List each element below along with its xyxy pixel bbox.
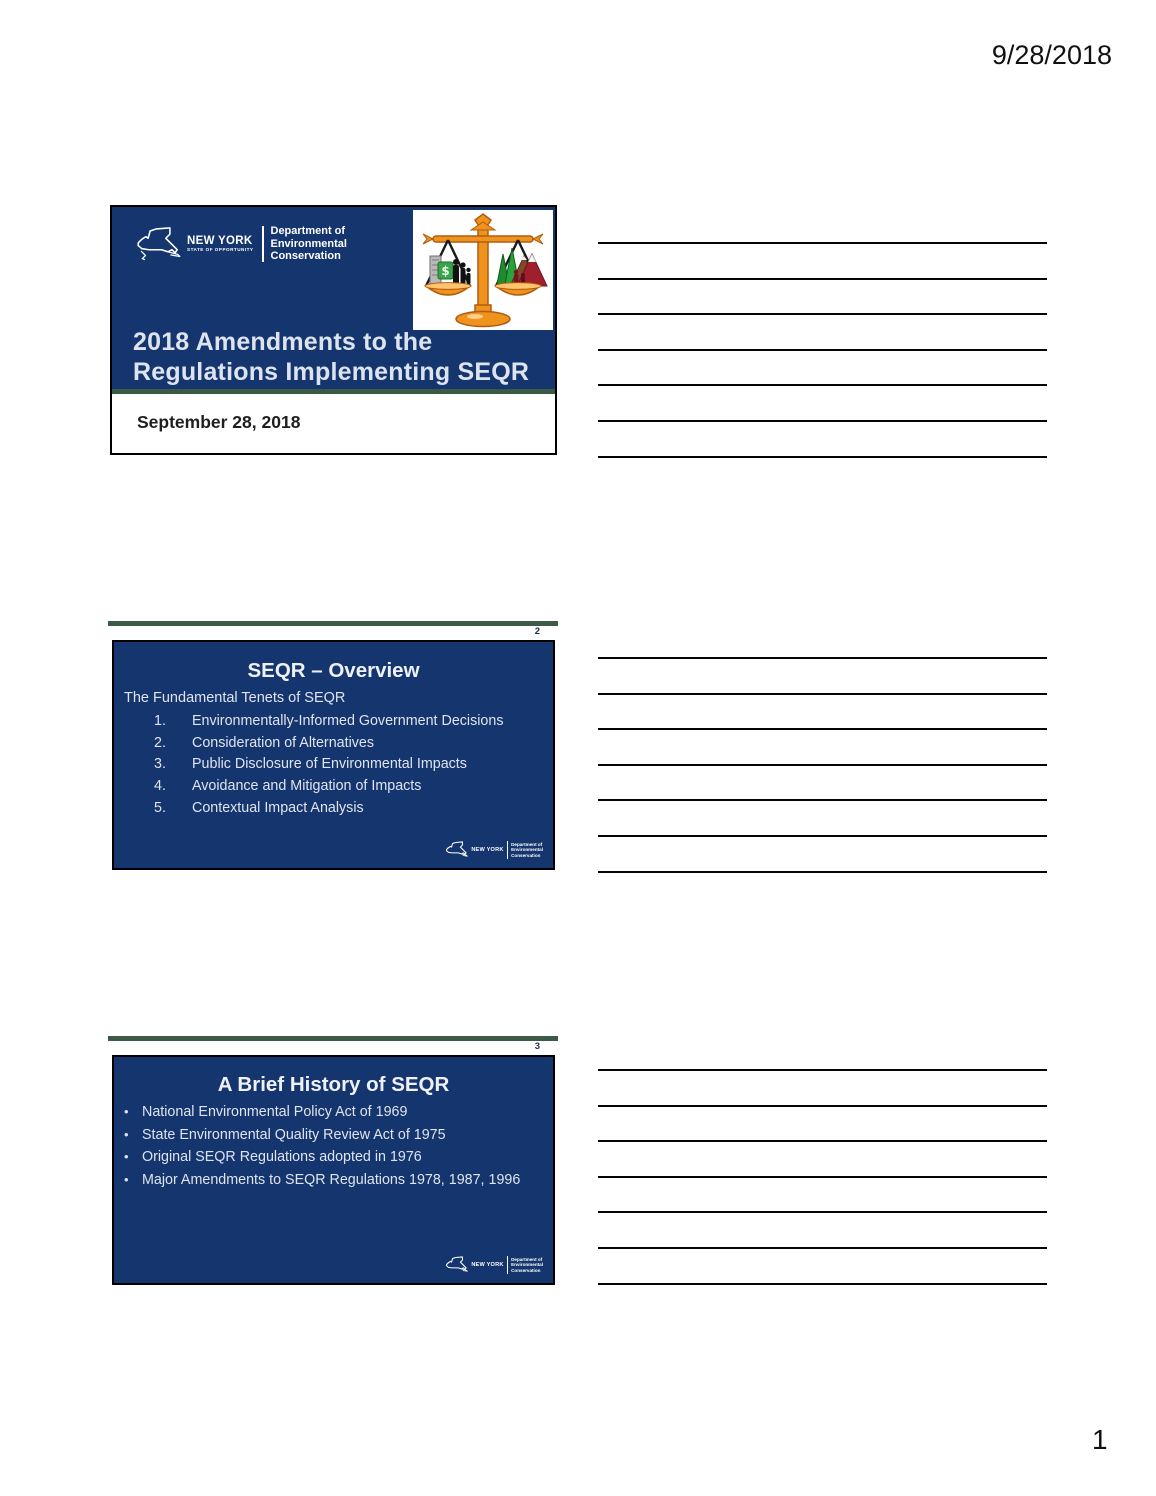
logo-department-name: Department of Environmental Conservation — [511, 1256, 543, 1273]
slide-2-intro: The Fundamental Tenets of SEQR — [124, 690, 346, 706]
slide-1-title-line1: 2018 Amendments to the — [133, 328, 433, 356]
logo-brand-name: NEW YORK — [471, 847, 504, 853]
list-item: 3. Public Disclosure of Environmental Impacts — [154, 756, 467, 773]
slide-1-subtitle-panel — [112, 394, 555, 450]
logo-brand-block — [187, 235, 254, 253]
logo-divider — [507, 1256, 509, 1274]
slide-3-history — [112, 1055, 555, 1285]
note-line — [598, 1247, 1047, 1249]
slide-1-blue-panel — [112, 207, 555, 389]
balance-scales-image — [413, 210, 553, 330]
slide-1-title-line2: Regulations Implementing SEQR — [133, 358, 530, 386]
note-line — [598, 1283, 1047, 1285]
note-line — [598, 871, 1047, 873]
notes-lines-slide-3 — [598, 1069, 1047, 1318]
slide-3-bullet-list — [124, 1104, 520, 1194]
note-line — [598, 835, 1047, 837]
slide-1-title-slide — [110, 205, 557, 455]
ny-state-outline-icon — [444, 839, 470, 861]
logo-department-name: Department of Environmental Conservation — [511, 841, 543, 858]
note-line — [598, 1176, 1047, 1178]
list-item: 1. Environmentally-Informed Government Decisions — [154, 713, 504, 729]
note-line — [598, 764, 1047, 766]
list-item: • Original SEQR Regulations adopted in 1976 — [124, 1149, 520, 1172]
logo-divider — [507, 841, 509, 859]
list-item: 4. Avoidance and Mitigation of Impacts — [154, 778, 422, 795]
slide-3-number: 3 — [534, 1041, 540, 1052]
svg-text:$: $ — [441, 264, 450, 278]
logo-divider — [262, 226, 264, 262]
printed-date: 9/28/2018 — [991, 40, 1112, 70]
note-line — [598, 313, 1047, 315]
slide-2-title: SEQR – Overview — [247, 659, 420, 682]
page-number: 1 — [1092, 1424, 1108, 1455]
slide-3-title: A Brief History of SEQR — [217, 1073, 450, 1096]
nysdec-logo-small — [444, 1254, 543, 1276]
note-line — [598, 349, 1047, 351]
note-line — [598, 1105, 1047, 1107]
note-line — [598, 1140, 1047, 1142]
note-line — [598, 278, 1047, 280]
list-item: • National Environmental Policy Act of 1969 — [124, 1104, 520, 1127]
note-line — [598, 693, 1047, 695]
logo-brand-name: NEW YORK — [187, 235, 253, 247]
logo-brand-name: NEW YORK — [471, 1262, 504, 1268]
ny-state-outline-icon — [444, 1254, 470, 1276]
ny-state-outline-icon — [133, 222, 185, 266]
slide-1-date-caption: September 28, 2018 — [137, 412, 301, 432]
slide-2-number: 2 — [534, 626, 540, 637]
note-line — [598, 1211, 1047, 1213]
nysdec-logo-small — [444, 839, 543, 861]
note-line — [598, 420, 1047, 422]
note-line — [598, 657, 1047, 659]
notes-lines-slide-2 — [598, 657, 1047, 906]
note-line — [598, 456, 1047, 458]
list-item: • State Environmental Quality Review Act of 1975 — [124, 1127, 520, 1150]
list-item: 5. Contextual Impact Analysis — [154, 799, 364, 816]
list-item: • Major Amendments to SEQR Regulations 1978, 1987, 1996 — [124, 1172, 520, 1195]
note-line — [598, 1069, 1047, 1071]
balance-scales-icon — [413, 210, 553, 330]
note-line — [598, 728, 1047, 730]
logo-brand-tagline: STATE OF OPPORTUNITY — [187, 247, 254, 252]
notes-lines-slide-1 — [598, 242, 1047, 491]
note-line — [598, 799, 1047, 801]
slide-2-overview — [112, 640, 555, 870]
slide-1-title — [133, 327, 529, 387]
note-line — [598, 384, 1047, 386]
slide-2-numbered-list — [114, 713, 553, 821]
list-item: 2. Consideration of Alternatives — [154, 734, 374, 751]
logo-department-name: Department of Environmental Conservation — [270, 225, 347, 263]
note-line — [598, 242, 1047, 244]
nysdec-logo — [133, 222, 347, 266]
